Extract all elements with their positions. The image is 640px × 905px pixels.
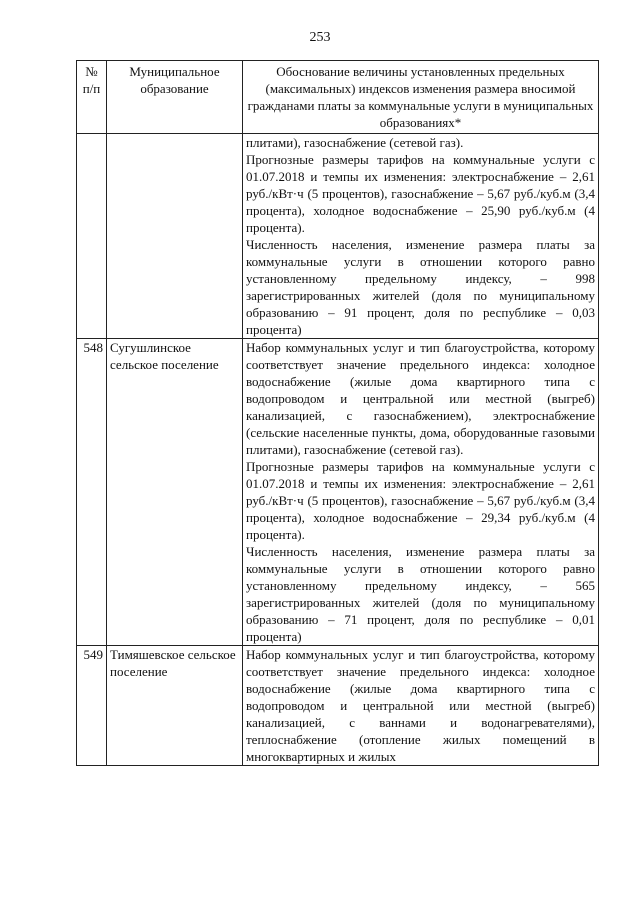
justification-paragraph: Прогнозные размеры тарифов на коммунальные услуги с 01.07.2018 и темпы их изменения: электроснабжение – 2,61 руб./кВт·ч (5 процентов), газоснабжение – 5,67 руб./куб.м (3,4 процента), холодное водоснабжение – 25,90 руб./куб.м (4 процента). (246, 152, 595, 235)
row-municipality (107, 134, 243, 339)
header-municipality: Муниципальное образование (107, 61, 243, 134)
justification-paragraph: Численность населения, изменение размера платы за коммунальные услуги в отношении которого равно установленному предельному индексу, – 565 зарегистрированных жителей (доля по муниципальному образованию – 71 процент, доля по республике – 0,01 процента) (246, 544, 595, 644)
table-row-549 (77, 646, 599, 766)
header-num: № п/п (77, 61, 107, 134)
justification-paragraph: Прогнозные размеры тарифов на коммунальные услуги с 01.07.2018 и темпы их изменения: электроснабжение – 2,61 руб./кВт·ч (5 процентов), газоснабжение – 5,67 руб./куб.м (3,4 процента), холодное водоснабжение – 29,34 руб./куб.м (4 процента). (246, 459, 595, 542)
row-justification (243, 646, 599, 766)
row-justification (243, 339, 599, 646)
row-municipality: Тимяшевское сельское поселение (107, 646, 243, 766)
table-row-continued (77, 134, 599, 339)
justification-paragraph: Набор коммунальных услуг и тип благоустройства, которому соответствует значение предельного индекса: холодное водоснабжение (жилые дома квартирного типа с водопроводом и центральной или местной (выгреб) канализацией, с газоснабжением), электроснабжение (сельские населенные пункты, дома, оборудованные газовыми плитами), газоснабжение (сетевой газ). (246, 340, 595, 457)
table-row-548 (77, 339, 599, 646)
row-num: 549 (77, 646, 107, 766)
header-justification: Обоснование величины установленных предельных (максимальных) индексов изменения размера вносимой гражданами платы за коммунальные услуги в муниципальных образованиях* (243, 61, 599, 134)
row-justification (243, 134, 599, 339)
justification-paragraph: Численность населения, изменение размера платы за коммунальные услуги в отношении которого равно установленному предельному индексу, – 998 зарегистрированных жителей (доля по муниципальному образованию – 91 процент, доля по республике – 0,03 процента) (246, 237, 595, 337)
table-header-row (77, 61, 599, 134)
justification-paragraph: плитами), газоснабжение (сетевой газ). (246, 135, 464, 150)
row-municipality: Сугушлинское сельское поселение (107, 339, 243, 646)
tariff-table (76, 60, 599, 766)
page-number: 253 (309, 30, 331, 45)
row-num: 548 (77, 339, 107, 646)
justification-paragraph: Набор коммунальных услуг и тип благоустройства, которому соответствует значение предельного индекса: холодное водоснабжение (жилые дома квартирного типа с водопроводом и центральной или местной (выгреб) канализацией, с ваннами и водонагревателями), теплоснабжение (отопление жилых помещений в многоквартирных и жилых (246, 647, 595, 764)
row-num (77, 134, 107, 339)
